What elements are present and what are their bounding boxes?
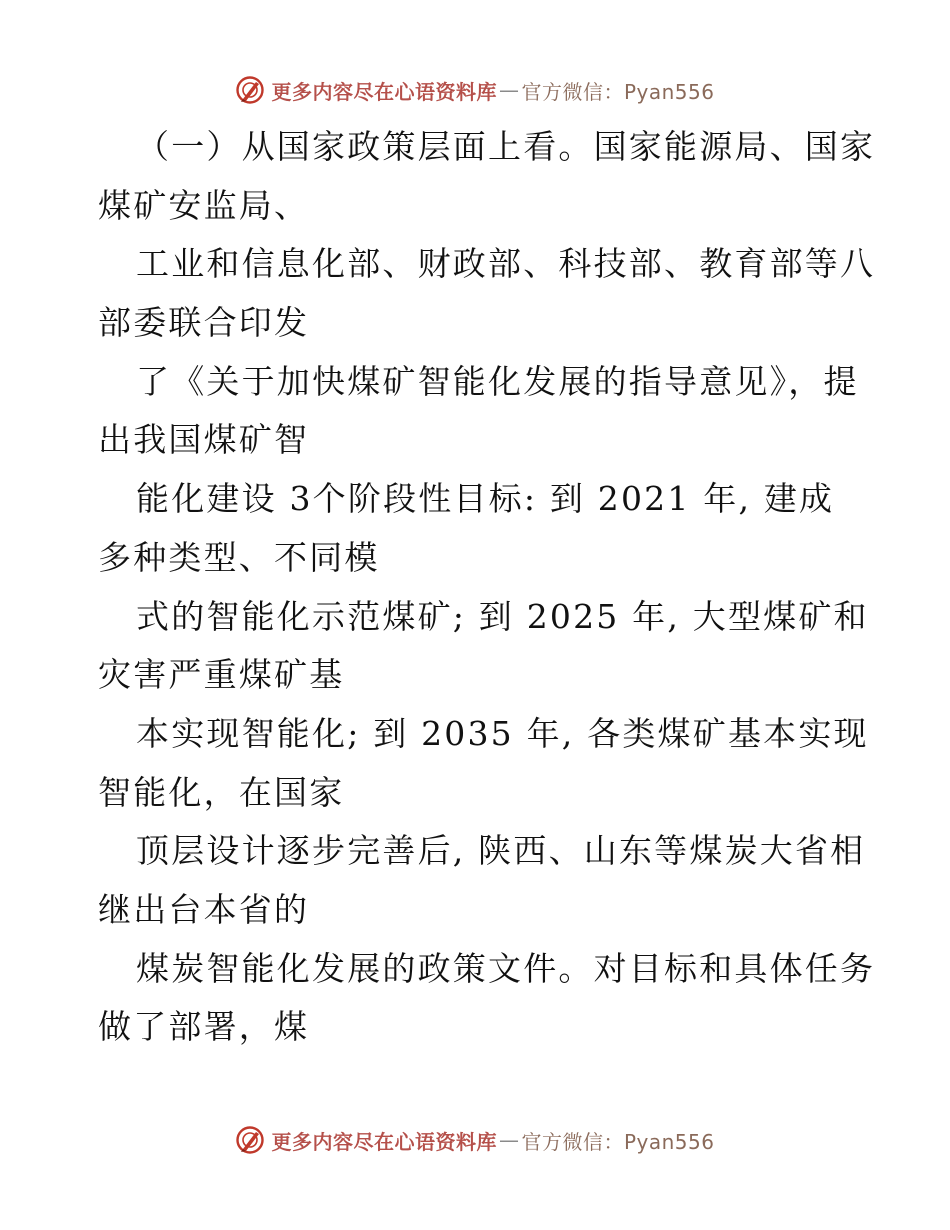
document-body	[98, 118, 876, 1057]
text-line: 式的智能化示范煤矿; 到 2025 年, 大型煤矿和	[136, 596, 869, 636]
watermark-brand: 更多内容尽在心语资料库	[271, 1129, 497, 1154]
text-line: 工业和信息化部、财政部、科技部、教育部等八	[136, 244, 876, 284]
text-line: 顶层设计逐步完善后, 陕西、山东等煤炭大省相	[136, 831, 866, 871]
text-line: 部委联合印发	[98, 303, 310, 343]
watermark-brand: 更多内容尽在心语资料库	[271, 79, 497, 104]
text-line: 做了部署，煤	[98, 1007, 310, 1047]
text-line: 继出台本省的	[98, 889, 310, 929]
text-line: 多种类型、不同模	[98, 537, 380, 577]
text-line: （一）从国家政策层面上看。国家能源局、国家	[136, 127, 876, 166]
watermark-separator: —	[498, 78, 520, 102]
text-line: 煤矿安监局、	[98, 185, 310, 225]
text-line: 了《关于加快煤矿智能化发展的指导意见》，提	[136, 361, 859, 401]
footer-watermark	[0, 1120, 950, 1160]
header-watermark	[0, 70, 950, 110]
text-line: 灾害严重煤矿基	[98, 655, 345, 695]
text-line: 能化建设 3个阶段性目标: 到 2021 年, 建成	[136, 479, 835, 519]
brand-logo-icon	[235, 75, 265, 105]
text-line: 煤炭智能化发展的政策文件。对目标和具体任务	[136, 948, 876, 988]
watermark-separator: —	[498, 1128, 520, 1152]
text-line: 本实现智能化; 到 2035 年, 各类煤矿基本实现	[136, 713, 869, 753]
brand-logo-icon	[235, 1125, 265, 1155]
watermark-contact: 官方微信：Pyan556	[521, 79, 715, 104]
watermark-contact: 官方微信：Pyan556	[521, 1129, 715, 1154]
text-line: 出我国煤矿智	[98, 420, 310, 460]
text-line: 智能化，在国家	[98, 772, 345, 812]
